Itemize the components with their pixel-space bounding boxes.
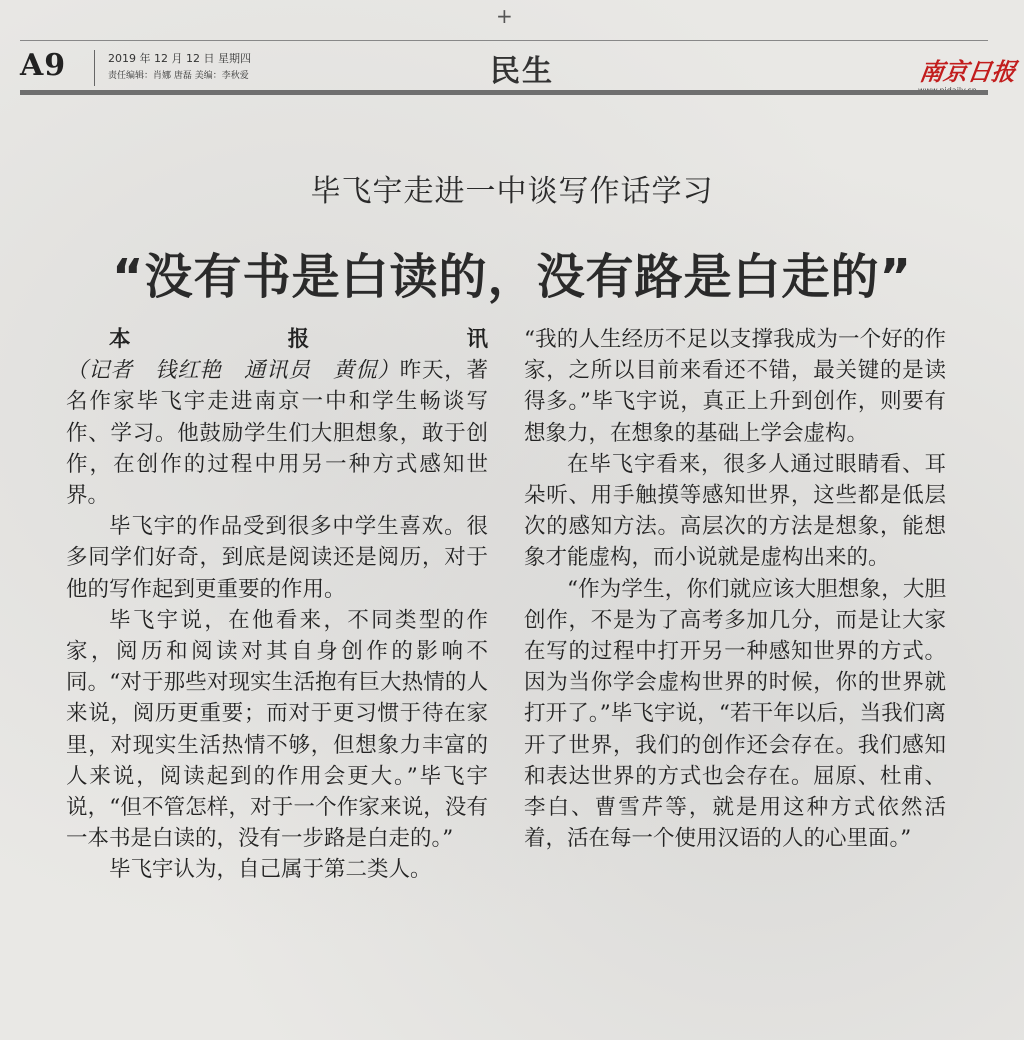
issue-date: 2019 年 12 月 12 日 星期四 (108, 52, 251, 65)
article-headline: “没有书是白读的，没有路是白走的” (111, 249, 913, 305)
article-paragraph: 在毕飞宇看来，很多人通过眼睛看、耳朵听、用手触摸等感知世界，这些都是低层次的感知方法。高层次的方法是想象，能想象才能虚构，而小说就是虚构出来的。 (524, 451, 946, 571)
lead-label: 本报讯 (109, 327, 488, 352)
article-paragraph: 毕飞宇说，在他看来，不同类型的作家，阅历和阅读对其自身创作的影响不同。“对于那些对现实生活抱有巨大热情的人来说，阅历更重要；而对于更习惯于待在家里，对现实生活热情不够，但想象力丰富的人来说，阅读起到的作用会更大。”毕飞宇说，“但不管怎样，对于一个作家来说，没有一本书是白读的，没有一步路是白走的。” (66, 607, 488, 852)
registration-mark-icon: + (496, 4, 513, 28)
article-subtitle: 毕飞宇走进一中谈写作话学习 (310, 174, 714, 209)
article-paragraph: 毕飞宇认为，自己属于第二类人。 (109, 857, 432, 883)
header-bar (20, 90, 988, 95)
newspaper-logo: 南京日报 (917, 57, 1018, 86)
article-paragraph: “作为学生，你们就应该大胆想象，大胆创作，不是为了高考多加几分，而是让大家在写的过程中打开另一种感知世界的方式。因为当你学会虚构世界的时候，你的世界就打开了。”毕飞宇说，“若干年以后，当我们离开了世界，我们的创作还会存在。我们感知和表达世界的方式也会存在。屈原、杜甫、李白、曹雪芹等，就是用这种方式依然活着，活在每一个使用汉语的人的心里面。” (524, 576, 946, 852)
article-paragraph: “我的人生经历不足以支撑我成为一个好的作家，之所以目前来看还不错，最关键的是读得多。”毕飞宇说，真正上升到创作，则要有想象力，在想象的基础上学会虚构。 (524, 327, 946, 446)
article-paragraph: 毕飞宇的作品受到很多中学生喜欢。很多同学们好奇，到底是阅读还是阅历，对于他的写作起到更重要的作用。 (66, 514, 488, 602)
article-column-right (524, 324, 946, 854)
header-top-rule (20, 40, 988, 41)
page-number: A9 (20, 48, 67, 83)
byline: （记者 钱红艳 通讯员 黄侃） (66, 358, 400, 384)
paragraph-text: 昨天，著名作家毕飞宇走进南京一中和学生畅谈写作、学习。他鼓励学生们大胆想象，敢于创作，在创作的过程中用另一种方式感知世界。 (66, 358, 488, 509)
article-paragraph (66, 324, 488, 511)
section-title: 民生 (490, 54, 554, 89)
article-column-left (66, 324, 488, 886)
header-divider (94, 50, 95, 86)
editor-credits: 责任编辑：肖娜 唐磊 美编：李秋爱 (108, 71, 249, 81)
